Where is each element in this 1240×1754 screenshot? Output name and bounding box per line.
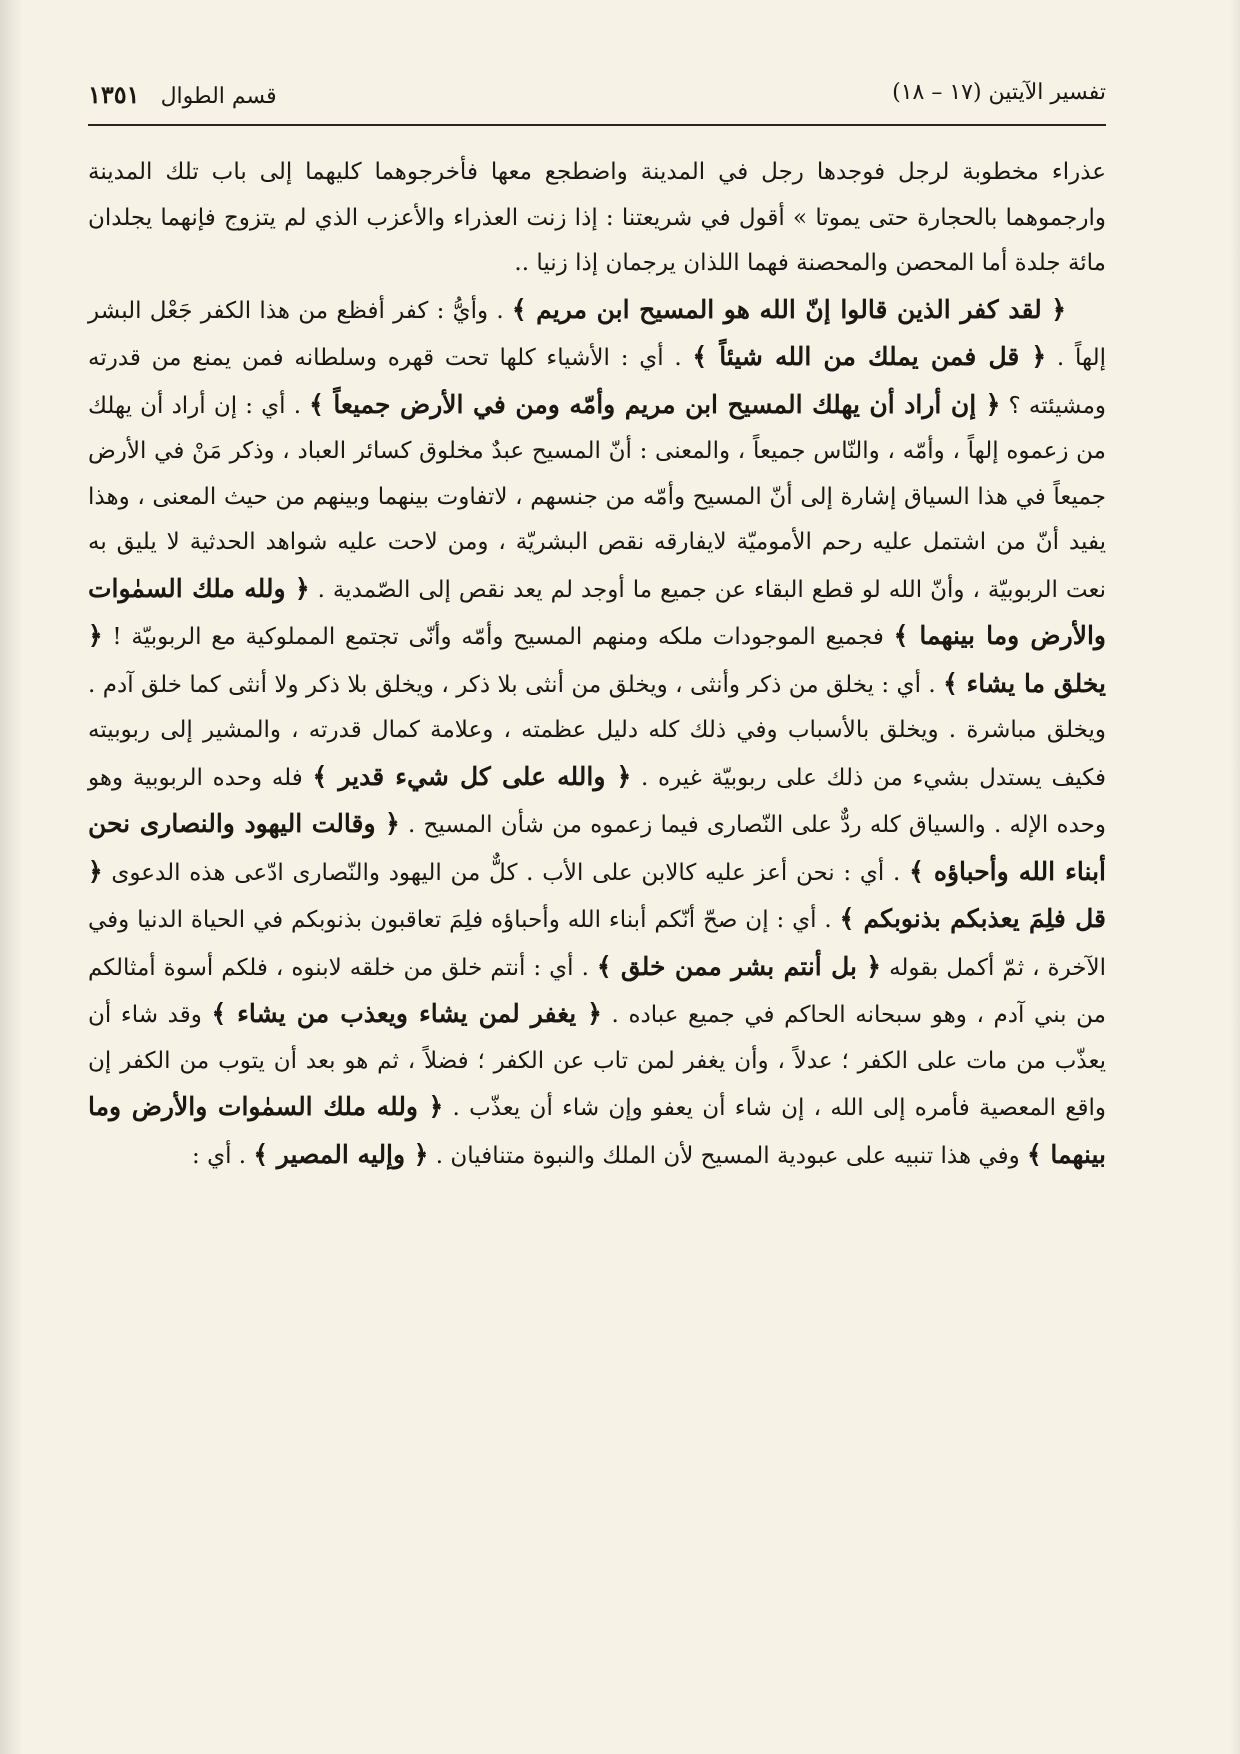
paragraph-1	[88, 150, 1106, 287]
body-text	[88, 150, 1106, 1179]
commentary-text: فله وحده الربوبية وهو وحده الإله . والسياق كله ردٌّ على النّصارى فيما زعموه من شأن المسيح .	[88, 764, 1106, 838]
commentary-text: . أي : نحن أعز عليه كالابن على الأب . كلٌّ من اليهود والنّصارى ادّعى هذه الدعوى	[102, 859, 910, 886]
commentary-text: . أي :	[192, 1142, 254, 1169]
quran-quote: ﴿ قل فمن يملك من الله شيئاً ﴾	[692, 342, 1047, 371]
quran-quote: ﴿ يخلق ما يشاء ﴾	[88, 621, 1107, 698]
commentary-text: . أي : الأشياء كلها تحت قهره وسلطانه فمن يمنع من قدرته ومشيئته ؟	[88, 345, 1106, 419]
quran-quote: ﴿ لقد كفر الذين قالوا إنّ الله هو المسيح ابن مريم ﴾	[511, 294, 1066, 324]
commentary-text: وقد شاء أن يعذّب من مات على الكفر ؛ عدلاً ، وأن يغفر لمن تاب عن الكفر ؛ فضلاً ، ثم هو بعد أن يتوب من الكفر إن واقع المعصية فأمره إلى الله ، إن شاء أن يعفو وإن شاء أن يعذّب .	[88, 1002, 1106, 1121]
page-number: ١٣٥١	[88, 80, 140, 109]
commentary-text: وفي هذا تنبيه على عبودية المسيح لأن الملك والنبوة متنافيان .	[428, 1142, 1027, 1169]
header-rule	[88, 124, 1106, 126]
paragraph-2	[88, 287, 1106, 1180]
quran-quote: ﴿ ولله ملك السمٰوات والأرض وما بينهما ﴾	[88, 1092, 1106, 1169]
commentary-text: فجميع الموجودات ملكه ومنهم المسيح وأمّه وأنّى تجتمع المملوكية مع الربوبيّة !	[102, 624, 894, 650]
page-edge-shadow	[1230, 0, 1240, 1754]
section-title: قسم الطوال	[160, 84, 277, 109]
quran-quote: ﴿ وقالت اليهود والنصارى نحن أبناء الله وأحباؤه ﴾	[88, 809, 1106, 886]
running-title: تفسير الآيتين (١٧ – ١٨)	[892, 80, 1106, 105]
quran-quote: ﴿ إن أراد أن يهلك المسيح ابن مريم وأمّه ومن في الأرض جميعاً ﴾	[309, 389, 1001, 419]
quran-quote: ﴿ ولله ملك السمٰوات والأرض وما بينهما ﴾	[88, 573, 1106, 650]
page-header	[88, 80, 1106, 120]
quran-quote: ﴿ قل فلِمَ يعذبكم بذنوبكم ﴾	[88, 856, 1106, 933]
quran-quote: ﴿ بل أنتم بشر ممن خلق ﴾	[596, 951, 882, 981]
commentary-text: . أي : إن أراد أن يهلك من زعموه إلهاً ، وأمّه ، والنّاس جميعاً ، والمعنى : أنّ المسيح عبدٌ مخلوق كسائر العباد ، وذكر مَنْ في الأرض جميعاً في هذا السياق إشارة إلى أنّ المسيح وأمّه من جنسهم ، لاتفاوت بينهما وبينهم من حيث المعنى ، وهذا يفيد أنّ من اشتمل عليه رحم الأموميّة لايفارقه نقص البشريّة ، ومن لاحت عليه شواهد الحدثية لا يليق به نعت الربوبيّة ، وأنّ الله لو قطع البقاء عن جميع ما أوجد لم يعد نقص إلى الصّمدية .	[88, 392, 1106, 603]
quran-quote: ﴿ والله على كل شيء قدير ﴾	[312, 761, 632, 791]
commentary-text: . أي : إن صحّ أنّكم أبناء الله وأحباؤه فلِمَ تعاقبون بذنوبكم في الحياة الدنيا وفي الآخرة ، ثمّ أكمل بقوله	[88, 907, 1106, 981]
quran-quote: ﴿ يغفر لمن يشاء ويعذب من يشاء ﴾	[211, 999, 602, 1028]
header-section-and-page	[88, 80, 277, 109]
commentary-text: عذراء مخطوبة لرجل فوجدها رجل في المدينة واضطجع معها فأخرجوهما كليهما إلى باب تلك المدينة وارجموهما بالحجارة حتى يموتا » أقول في شريعتنا : إذا زنت العذراء والأعزب الذي لم يتزوج فإنهما يجلدان مائة جلدة أما المحصن والمحصنة فهما اللذان يرجمان إذا زنيا ..	[88, 159, 1106, 276]
commentary-text: . أي : أنتم خلق من خلقه لابنوه ، فلكم أسوة أمثالكم من بني آدم ، وهو سبحانه الحاكم في جميع عباده .	[88, 954, 1107, 1028]
commentary-text: . أي : يخلق من ذكر وأنثى ، ويخلق من أنثى بلا ذكر ، ويخلق بلا ذكر ولا أنثى كما خلق آدم . ويخلق مباشرة . ويخلق بالأسباب وفي ذلك كله دليل عظمته ، وعلامة كمال قدرته ، والمشير إلى ربوبيته فكيف يستدل بشيء من ذلك على ربوبيّة غيره .	[88, 671, 1106, 791]
spine-shadow	[0, 0, 22, 1754]
commentary-text: . وأيُّ : كفر أفظع من هذا الكفر جَعْل البشر إلهاً .	[88, 297, 1106, 371]
quran-quote: ﴿ وإليه المصير ﴾	[253, 1139, 429, 1169]
